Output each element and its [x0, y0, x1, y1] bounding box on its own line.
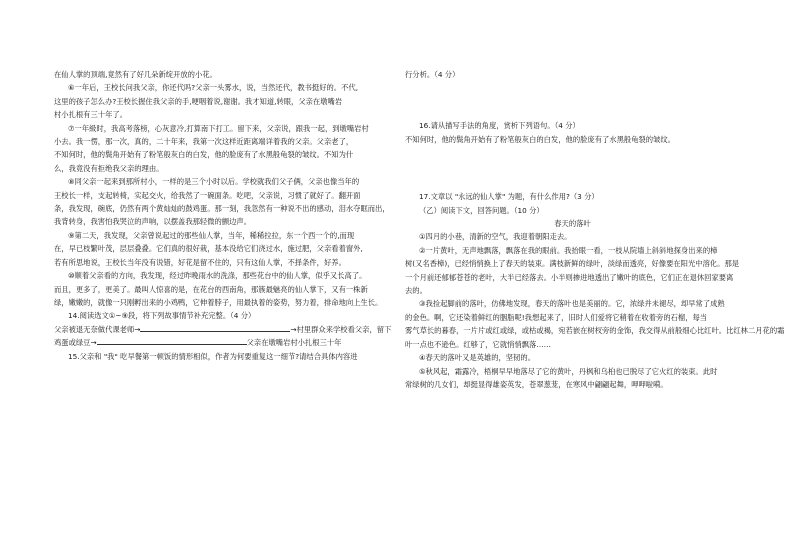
essay-line: 雾气草长的暮春，一片片或红或绿，或枯或褐，宛若嵌在树杈旁的金饰，我交得从前般细心比红叶。比红林二月花的霜 — [405, 326, 785, 336]
paragraph-line: 在，早已枝繁叶茂，层层叠叠。它们真的很好栽，基本没给它们浇过水，施过肥，父亲看着窗外, — [54, 244, 363, 254]
paragraph-line: 在仙人掌的顶端,竟然有了好几朵新绽开放的小花。 — [54, 70, 217, 79]
right-column — [405, 68, 785, 391]
essay-line: ②一片黄叶，无声地飘落，飘落在我的眼前。我抬眼一看，一枝从院墙上斜斜地探身出来的樟 — [419, 245, 718, 255]
essay-line: 常绿树的几女们，却挺显得雄姿英发，苍翠葱茏，在寒风中翩翩起舞，呷呷啦嗬。 — [405, 379, 668, 389]
left-column — [54, 68, 392, 363]
paragraph-line: 绿，嫩嫩的，就像一只刚孵出来的小鸡鸭，它伸着脖子，用最执着的姿势，努力着，排命地向上生长。 — [54, 297, 383, 307]
paragraph-line: 王校长一样，支起转椅，实起交火，给我然了一碗面条。吃吧，父亲说，习惯了就好了。翻开面 — [54, 190, 361, 200]
essay-line: 一个月前还郁郁苍苍的老叶，大半已经落去。小半则掺进地透出了嫩叶的底色，它们正在退休回家要离 — [405, 272, 734, 282]
paragraph-line: 条，我发现，碗底，仍然有两个黄灿灿的鼓鸡蛋。那一刻，我忽然有一种说不出的感动，泪水夺眶而出， — [54, 204, 390, 214]
answer-blank-2[interactable] — [97, 336, 247, 345]
paragraph-line: ⑥一年后，王校长问我父亲，你还代吗?父亲一头雾水，说，当然还代，教书挺好的。不代, — [68, 83, 359, 93]
question-16-title: 16.请从描写手法的角度，赏析下列语句。（4 分） — [419, 121, 580, 131]
paragraph-line: 村小扎根有三十年了。 — [54, 110, 127, 120]
paragraph-line: 我背转身，我害怕我哭泣的声响，以摆盖我那轻微的颤边声。 — [54, 217, 252, 227]
paragraph-line: 小去。我一愣，那一次，真的，二十年来，我第一次这样近距离端详着我的父亲。父亲老了， — [54, 137, 354, 147]
essay-line: ①四月的小巷，清新的空气，我迎着朝阳走去。 — [419, 232, 572, 242]
essay-line: 的金色。啊，它还染着鲜红的胭脂呢!我想起来了，旧时人们爱将它稍着在收着旁的石榴，每当 — [405, 312, 708, 322]
question-14-line-1 — [54, 323, 392, 336]
paragraph-line: 而且，更多了，更美了。最叫人惊喜的是，在花台的西南角，那簇最魅亮的仙人掌下，又有一株新 — [54, 284, 368, 294]
question-15-title: 15.父亲和 "我" 吃早餐第一顿饭的情形相似，作者为何要重复这一细节?请结合具体内容进 — [68, 351, 358, 361]
question-14-line-2 — [54, 336, 389, 349]
q14-text-line2-start: 鸡蛋或绿豆→ — [54, 338, 97, 348]
paragraph-line: ⑧同父亲一起来到那所村小，一样的是三个小时以后。学校就我们父子俩，父亲也像当年的 — [68, 177, 360, 187]
essay-line: ④春天的落叶又是英雄的，坚韧的。 — [419, 353, 535, 363]
essay-line: ⑤秋风起，霜露冷，梧桐早早地落尽了它的黄叶，丹枫和乌桕也已脱尽了它火红的装束。此时 — [419, 366, 718, 376]
essay-line: 去的。 — [405, 286, 427, 296]
paragraph-line: 若有所思地说，王校长当年没有说错，好花是留不住的，只有这仙人掌，不择条件，好养。 — [54, 257, 346, 267]
essay-line: ③我捡起脚前的落叶，仿佛地发现，春天的落叶也是美丽的。它，浓绿并未褪尽，却早常了成熟 — [419, 299, 725, 309]
question-17-title: 17.文章以 "永远的仙人掌" 为题，有什么作用?（3 分） — [419, 192, 599, 202]
question-16-quote: 不知何时，他的鬓角开始有了粉笔般灰白的白发，他的脸庞有了水黑般龟裂的皱纹。 — [405, 134, 675, 144]
essay-title: 春天的落叶 — [554, 219, 591, 229]
question-14-title: 14.阅读选文①~⑨段，将下列故事情节补充完整。（4 分） — [68, 311, 256, 321]
paragraph-line: 这里的孩子怎么办?王校长握住我父亲的手,哽咽着说,谢谢。我才知道,转眼，父亲在墩嘴岩 — [54, 96, 343, 106]
paragraph-line: ⑨第二天，我发现，父亲曾说起过的那些仙人掌，当年，稀稀拉拉，东一个西一个的,而现 — [68, 230, 355, 240]
paragraph-line: 不知何时，他的鬓角开始有了粉笔般灰白的白发，他的脸庞有了水黑般龟裂的皱纹。不知为什 — [54, 150, 354, 160]
answer-blank-1[interactable] — [140, 323, 290, 332]
q14-text-start: 父亲被退无奈做代课老师→ — [54, 324, 141, 334]
question-15-continued: 行分析。（4 分） — [405, 70, 460, 79]
section-2-heading: （乙）阅读下文，回答问题。（10 分） — [419, 205, 544, 215]
q14-text-line2-end: 父亲在墩嘴岩村小扎根三十年 — [246, 338, 342, 348]
paragraph-line: ⑦一年級时，我高考落榜，心灰意冷,打算南下打工。留下来，父亲说，跟我一起，到墩嘴岩村 — [68, 123, 369, 133]
essay-line: 树(又名香樟)，已经悄悄换上了春天的装束。满枝新鲜的绿叶，淡绿而透亮，好像要在阳光中溶化。那是 — [405, 259, 740, 269]
paragraph-line: 么，我竟没有拒绝我父亲的理由。 — [54, 163, 164, 173]
essay-line: 叶一点也不逊色。红够了，它就悄悄飘落…… — [405, 339, 551, 349]
paragraph-line: ⑩顺着父亲看的方向，我发现，经过昨晚雨水的洗涤，那些花台中的仙人掌，似乎又长高了。 — [68, 271, 367, 281]
q14-text-mid: →村里群众来学校看父亲，留下 — [290, 324, 392, 334]
